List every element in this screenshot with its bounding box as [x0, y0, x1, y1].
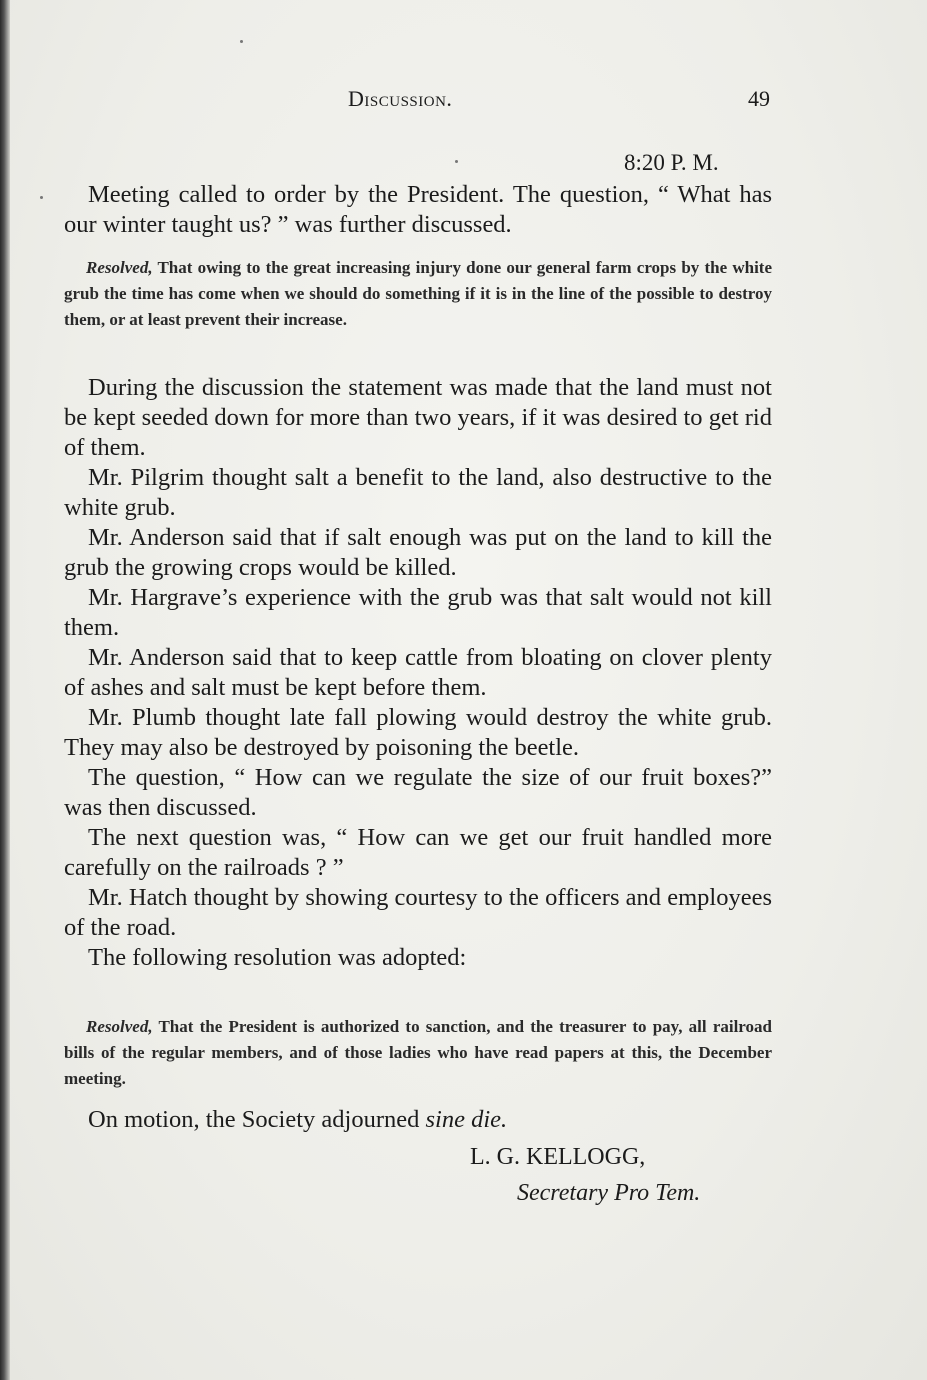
resolution-railroad-bills [64, 1014, 772, 1092]
paragraph-plumb: Mr. Plumb thought late fall plowing would destroy the white grub. They may also be destroyed by poisoning the beetle. [64, 704, 772, 761]
running-head [64, 86, 772, 120]
resolved-label: Resolved, [86, 1017, 153, 1036]
page-edge-shadow [0, 0, 10, 1380]
paragraph-fruit-boxes: The question, “ How can we regulate the size of our fruit boxes?” was then discussed. [64, 764, 772, 821]
session-time: 8:20 P. M. [624, 150, 719, 175]
adjourned-text: On motion, the Society adjourned [88, 1106, 426, 1133]
paragraph-resolution-adopted: The following resolution was adopted: [88, 944, 467, 971]
sine-die: sine die. [425, 1106, 508, 1133]
paragraph-railroads: The next question was, “ How can we get our fruit handled more carefully on the railroads ? ” [64, 824, 772, 881]
running-title: Discussion. [348, 86, 453, 111]
resolution-text: That owing to the great increasing injury done our general farm crops by the white grub the time has come when we should do something if it is in the line of the possible to destroy them, or at least prevent their increase. [64, 258, 772, 329]
resolution-white-grub [64, 255, 772, 333]
paragraph-hatch: Mr. Hatch thought by showing courtesy to the officers and employees of the road. [64, 884, 772, 941]
speck [40, 196, 43, 199]
signature-name: L. G. KELLOGG, [470, 1144, 646, 1170]
speck [240, 40, 243, 43]
paragraph-adjourned [64, 1105, 772, 1135]
paragraph-anderson-cattle: Mr. Anderson said that to keep cattle from bloating on clover plenty of ashes and salt must be kept before them. [64, 644, 772, 701]
resolution-text: That the President is authorized to sanction, and the treasurer to pay, all railroad bills of the regular members, and of those ladies who have read papers at this, the December meeting. [64, 1017, 772, 1088]
paragraph-pilgrim: Mr. Pilgrim thought salt a benefit to the land, also destructive to the white grub. [64, 464, 772, 521]
paragraph-meeting-called [64, 180, 772, 240]
page-number: 49 [748, 86, 770, 111]
resolved-label: Resolved, [86, 258, 153, 277]
discussion-body [64, 373, 772, 973]
signature-title: Secretary Pro Tem. [517, 1180, 701, 1206]
paragraph-seeding: During the discussion the statement was made that the land must not be kept seeded down for more than two years, if it was desired to get rid of them. [64, 374, 772, 461]
paragraph-anderson-salt: Mr. Anderson said that if salt enough was put on the land to kill the grub the growing crops would be killed. [64, 524, 772, 581]
speck [455, 160, 458, 163]
paragraph-text: Meeting called to order by the President. The question, “ What has our winter taught us? ” was further discussed. [64, 181, 772, 238]
paragraph-hargrave: Mr. Hargrave’s experience with the grub was that salt would not kill them. [64, 584, 772, 641]
